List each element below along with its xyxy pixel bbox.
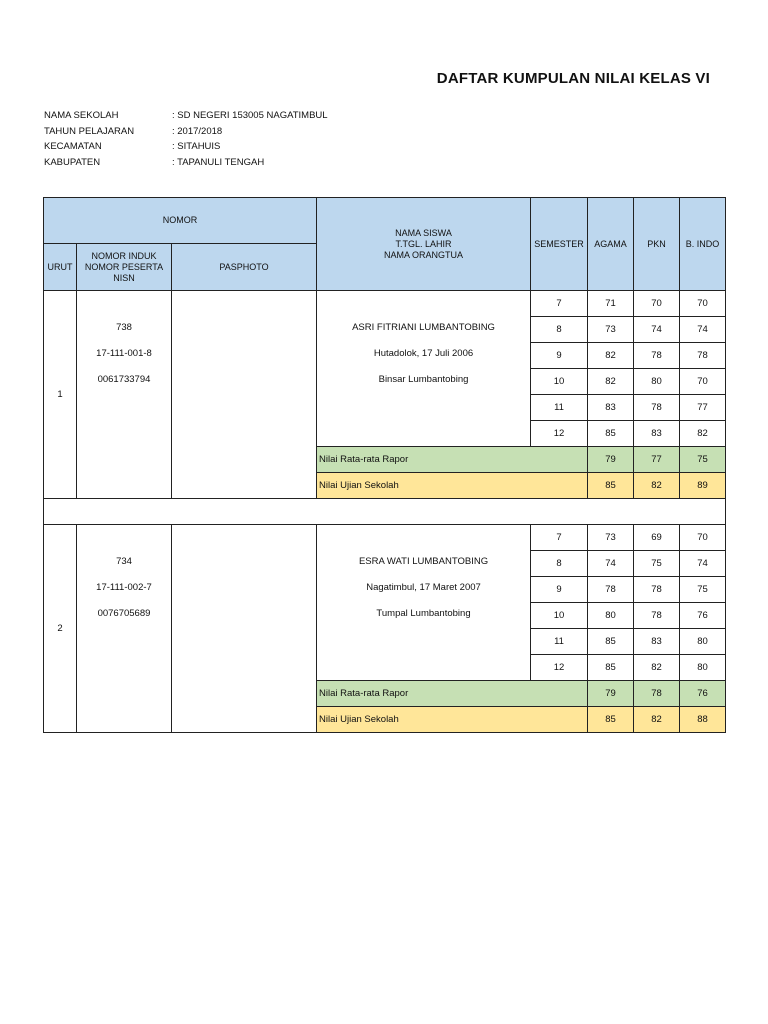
agama-cell: 73 [588,525,634,551]
average-bindo: 76 [680,681,726,707]
nomor-induk: 738 [116,322,132,333]
pkn-cell: 78 [634,395,680,421]
pkn-cell: 83 [634,629,680,655]
semester-cell: 7 [531,291,588,317]
header-nama-line: T.TGL. LAHIR [395,238,452,249]
exam-pkn: 82 [634,473,680,499]
bindo-cell: 80 [680,655,726,681]
header-nama-line: NAMA ORANGTUA [384,249,464,260]
urut-cell: 1 [44,291,77,499]
semester-cell: 10 [531,369,588,395]
semester-cell: 12 [531,421,588,447]
pkn-cell: 74 [634,317,680,343]
header-nomor: NOMOR [44,198,317,244]
pkn-cell: 70 [634,291,680,317]
header-induk-line: NOMOR PESERTA [84,261,164,272]
student-info-cell [317,525,531,681]
birth-info: Nagatimbul, 17 Maret 2007 [366,582,481,593]
bindo-cell: 76 [680,603,726,629]
agama-cell: 82 [588,343,634,369]
nomor-peserta: 17-111-001-8 [96,348,152,359]
info-value: : 2017/2018 [172,125,223,137]
pkn-cell: 69 [634,525,680,551]
header-nama [317,198,531,291]
pkn-cell: 83 [634,421,680,447]
bindo-cell: 70 [680,525,726,551]
agama-cell: 82 [588,369,634,395]
bindo-cell: 80 [680,629,726,655]
parent-name: Binsar Lumbantobing [378,374,469,385]
info-row-regency [44,155,328,171]
pkn-cell: 78 [634,603,680,629]
info-row-district [44,139,328,155]
info-label: NAMA SEKOLAH [44,110,119,121]
pasphoto-cell [172,525,317,733]
bindo-cell: 78 [680,343,726,369]
urut-cell: 2 [44,525,77,733]
pkn-cell: 78 [634,343,680,369]
exam-bindo: 89 [680,473,726,499]
agama-cell: 74 [588,551,634,577]
average-label: Nilai Rata-rata Rapor [317,681,588,707]
birth-info: Hutadolok, 17 Juli 2006 [373,348,474,359]
semester-cell: 7 [531,525,588,551]
agama-cell: 73 [588,317,634,343]
header-nama-line: NAMA SISWA [395,227,452,238]
header-induk-line: NISN [113,272,135,283]
spacer-cell [44,499,726,525]
average-label: Nilai Rata-rata Rapor [317,447,588,473]
average-pkn: 78 [634,681,680,707]
student-name: ESRA WATI LUMBANTOBING [358,556,489,567]
semester-cell: 9 [531,577,588,603]
exam-label: Nilai Ujian Sekolah [317,707,588,733]
exam-label: Nilai Ujian Sekolah [317,473,588,499]
info-value: : SITAHUIS [172,141,221,152]
average-agama: 79 [588,447,634,473]
nisn: 0061733794 [97,374,151,385]
document-title: DAFTAR KUMPULAN NILAI KELAS VI [436,70,710,87]
agama-cell: 85 [588,629,634,655]
info-row-year [44,124,328,140]
semester-cell: 11 [531,395,588,421]
pkn-cell: 82 [634,655,680,681]
agama-cell: 78 [588,577,634,603]
header-bindo: B. INDO [680,198,726,291]
bindo-cell: 70 [680,369,726,395]
student-name: ASRI FITRIANI LUMBANTOBING [352,322,495,333]
agama-cell: 83 [588,395,634,421]
grade-row [44,525,726,551]
pkn-cell: 80 [634,369,680,395]
agama-cell: 80 [588,603,634,629]
pasphoto-cell [172,291,317,499]
agama-cell: 85 [588,655,634,681]
info-row-school [44,108,328,124]
semester-cell: 9 [531,343,588,369]
semester-cell: 12 [531,655,588,681]
semester-cell: 8 [531,551,588,577]
exam-agama: 85 [588,707,634,733]
exam-agama: 85 [588,473,634,499]
parent-name: Tumpal Lumbantobing [376,608,471,619]
pkn-cell: 75 [634,551,680,577]
nomor-peserta: 17-111-002-7 [96,582,152,593]
grades-table [43,197,726,733]
grade-row [44,291,726,317]
id-cell [77,525,172,733]
header-urut: URUT [44,244,77,291]
header-induk-line: NOMOR INDUK [91,250,157,261]
exam-bindo: 88 [680,707,726,733]
student-info-cell [317,291,531,447]
average-agama: 79 [588,681,634,707]
header-pasphoto: PASPHOTO [172,244,317,291]
id-cell [77,291,172,499]
header-pkn: PKN [634,198,680,291]
bindo-cell: 77 [680,395,726,421]
semester-cell: 10 [531,603,588,629]
info-label: KABUPATEN [44,156,101,168]
agama-cell: 85 [588,421,634,447]
average-bindo: 75 [680,447,726,473]
info-label: TAHUN PELAJARAN [44,125,135,137]
info-label: KECAMATAN [44,141,102,152]
info-value: : TAPANULI TENGAH [172,156,265,168]
pkn-cell: 78 [634,577,680,603]
nisn: 0076705689 [97,608,151,619]
bindo-cell: 74 [680,317,726,343]
agama-cell: 71 [588,291,634,317]
bindo-cell: 74 [680,551,726,577]
semester-cell: 8 [531,317,588,343]
spacer-row [44,499,726,525]
bindo-cell: 82 [680,421,726,447]
header-agama: AGAMA [588,198,634,291]
header-semester: SEMESTER [531,198,588,291]
school-info [44,108,328,170]
semester-cell: 11 [531,629,588,655]
nomor-induk: 734 [116,556,132,567]
bindo-cell: 70 [680,291,726,317]
header-induk [77,244,172,291]
average-pkn: 77 [634,447,680,473]
info-value: : SD NEGERI 153005 NAGATIMBUL [172,110,328,121]
bindo-cell: 75 [680,577,726,603]
exam-pkn: 82 [634,707,680,733]
